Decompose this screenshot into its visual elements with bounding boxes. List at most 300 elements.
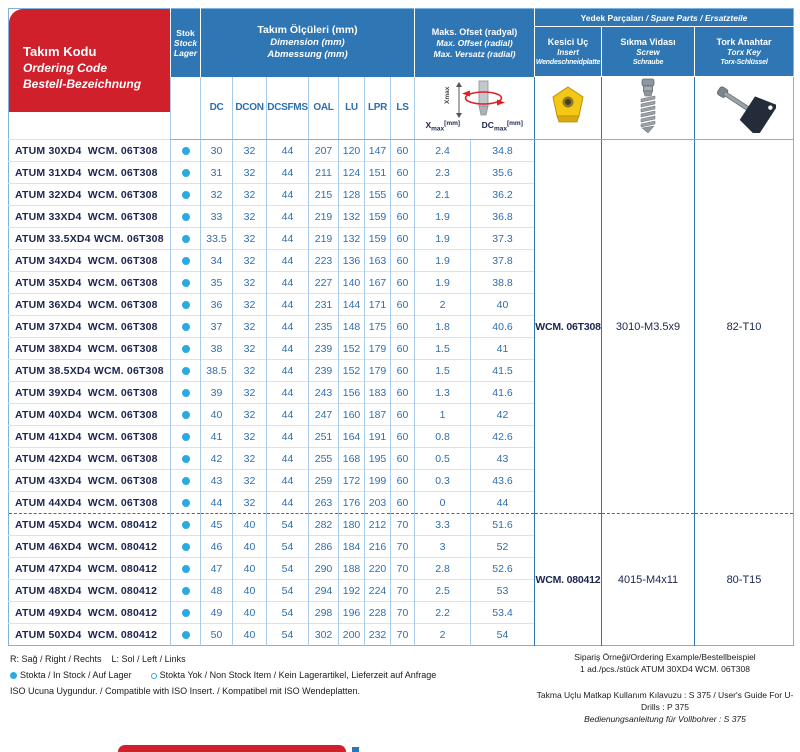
col-header-dc: DC — [201, 77, 233, 140]
cell-ls: 70 — [391, 558, 415, 580]
cell-lu: 132 — [339, 206, 365, 228]
drill-offset-diagram-icon — [423, 80, 527, 120]
offset-label-tr: Maks. Ofset (radyal) — [431, 26, 518, 37]
cell-oal: 243 — [309, 382, 339, 404]
stock-header — [171, 9, 201, 77]
in-stock-dot-icon — [10, 672, 17, 679]
legend-stock — [10, 667, 536, 683]
cell-lpr: 212 — [365, 514, 391, 536]
cell-xmax: 2.2 — [415, 602, 471, 624]
in-stock-dot-icon — [182, 257, 190, 265]
cell-oal: 255 — [309, 448, 339, 470]
cell-dcmax: 43.6 — [471, 470, 535, 492]
cell-dcsfms: 44 — [267, 382, 309, 404]
cell-dcon: 32 — [233, 184, 267, 206]
in-stock-dot-icon — [182, 169, 190, 177]
in-stock-dot-icon — [182, 631, 190, 639]
stock-indicator-cell — [171, 228, 201, 250]
cell-oal: 251 — [309, 426, 339, 448]
stock-indicator-cell — [171, 382, 201, 404]
col-header-dcon: DCON — [233, 77, 267, 140]
cell-oal: 207 — [309, 140, 339, 162]
cell-dcon: 32 — [233, 360, 267, 382]
footer-legend — [8, 651, 536, 725]
in-stock-dot-icon — [182, 389, 190, 397]
legend-direction: R: Sağ / Right / Rechts L: Sol / Left / Links — [10, 654, 186, 664]
cell-dcon: 40 — [233, 580, 267, 602]
cell-dc: 31 — [201, 162, 233, 184]
cell-xmax: 2.5 — [415, 580, 471, 602]
cell-ls: 70 — [391, 602, 415, 624]
ordering-code-cell: ATUM 47XD4 WCM. 080412 — [9, 558, 171, 580]
cell-dcon: 40 — [233, 514, 267, 536]
in-stock-dot-icon — [182, 235, 190, 243]
cell-dcmax: 37.3 — [471, 228, 535, 250]
cell-lu: 120 — [339, 140, 365, 162]
cell-ls: 60 — [391, 382, 415, 404]
spare-parts-title-en: / Spare Parts / — [643, 12, 705, 23]
cell-dc: 38 — [201, 338, 233, 360]
ordering-code-cell: ATUM 35XD4 WCM. 06T308 — [9, 272, 171, 294]
stock-indicator-cell — [171, 492, 201, 514]
cell-oal: 239 — [309, 360, 339, 382]
cell-dcmax: 44 — [471, 492, 535, 514]
torx-label-tr: Tork Anahtar — [716, 36, 772, 47]
cell-xmax: 2.4 — [415, 140, 471, 162]
ordering-code-cell: ATUM 38.5XD4 WCM. 06T308 — [9, 360, 171, 382]
max-offset-header — [415, 9, 535, 77]
ordering-code-header-cell — [9, 9, 171, 140]
tool-catalog-table — [8, 8, 794, 646]
cell-lu: 192 — [339, 580, 365, 602]
cell-dcsfms: 44 — [267, 470, 309, 492]
cell-dcsfms: 54 — [267, 580, 309, 602]
cell-dcsfms: 44 — [267, 492, 309, 514]
cell-lu: 196 — [339, 602, 365, 624]
cell-ls: 60 — [391, 162, 415, 184]
cell-dc: 38.5 — [201, 360, 233, 382]
col-header-lpr: LPR — [365, 77, 391, 140]
table-row — [9, 514, 794, 536]
cell-dc: 43 — [201, 470, 233, 492]
stock-indicator-cell — [171, 448, 201, 470]
cell-dcon: 32 — [233, 382, 267, 404]
cell-dcmax: 51.6 — [471, 514, 535, 536]
cell-dcon: 40 — [233, 558, 267, 580]
cell-lu: 184 — [339, 536, 365, 558]
cell-dc: 39 — [201, 382, 233, 404]
next-section-red-bar — [118, 745, 346, 752]
cell-oal: 294 — [309, 580, 339, 602]
cell-dc: 33.5 — [201, 228, 233, 250]
cell-lu: 152 — [339, 338, 365, 360]
cell-dcon: 32 — [233, 294, 267, 316]
cell-dcmax: 52.6 — [471, 558, 535, 580]
stock-indicator-cell — [171, 536, 201, 558]
cell-oal: 219 — [309, 228, 339, 250]
cell-dcmax: 41.6 — [471, 382, 535, 404]
cell-dc: 48 — [201, 580, 233, 602]
cell-dcon: 32 — [233, 470, 267, 492]
cell-lpr: 195 — [365, 448, 391, 470]
cell-dc: 37 — [201, 316, 233, 338]
ordering-code-cell: ATUM 46XD4 WCM. 080412 — [9, 536, 171, 558]
cell-ls: 70 — [391, 580, 415, 602]
cell-xmax: 1.3 — [415, 382, 471, 404]
in-stock-dot-icon — [182, 147, 190, 155]
cell-xmax: 2 — [415, 624, 471, 646]
stock-indicator-cell — [171, 360, 201, 382]
cell-dcon: 32 — [233, 162, 267, 184]
cell-oal: 286 — [309, 536, 339, 558]
stock-indicator-cell — [171, 514, 201, 536]
ordering-code-cell: ATUM 36XD4 WCM. 06T308 — [9, 294, 171, 316]
cell-dcon: 40 — [233, 536, 267, 558]
cell-xmax: 0.3 — [415, 470, 471, 492]
cell-oal: 290 — [309, 558, 339, 580]
cell-dcmax: 35.6 — [471, 162, 535, 184]
xmax-column-label: $X_{max}[mm]$ — [425, 120, 461, 134]
ordering-code-cell: ATUM 31XD4 WCM. 06T308 — [9, 162, 171, 184]
cell-dcsfms: 44 — [267, 426, 309, 448]
spare-parts-header — [535, 9, 794, 27]
cell-lpr: 179 — [365, 338, 391, 360]
svg-text:Xmax: Xmax — [443, 87, 451, 105]
cell-dcon: 32 — [233, 448, 267, 470]
cell-ls: 60 — [391, 140, 415, 162]
cell-dc: 50 — [201, 624, 233, 646]
cell-ls: 60 — [391, 426, 415, 448]
cell-lu: 148 — [339, 316, 365, 338]
ordering-code-cell: ATUM 45XD4 WCM. 080412 — [9, 514, 171, 536]
cell-lpr: 228 — [365, 602, 391, 624]
cell-lu: 168 — [339, 448, 365, 470]
stock-indicator-cell — [171, 250, 201, 272]
insert-code-cell: WCM. 06T308 — [535, 140, 602, 514]
cell-dcon: 40 — [233, 624, 267, 646]
cell-xmax: 1.9 — [415, 228, 471, 250]
cell-lpr: 159 — [365, 228, 391, 250]
cell-xmax: 1 — [415, 404, 471, 426]
cell-lu: 200 — [339, 624, 365, 646]
cell-lpr: 191 — [365, 426, 391, 448]
ordering-code-cell: ATUM 30XD4 WCM. 06T308 — [9, 140, 171, 162]
ordering-code-cell: ATUM 49XD4 WCM. 080412 — [9, 602, 171, 624]
legend-iso: ISO Ucuna Uygundur. / Compatible with ISO Insert. / Kompatibel mit ISO Wendeplatten. — [10, 686, 360, 696]
cell-dc: 42 — [201, 448, 233, 470]
cell-dcsfms: 44 — [267, 162, 309, 184]
stock-indicator-cell — [171, 184, 201, 206]
cell-dc: 47 — [201, 558, 233, 580]
in-stock-dot-icon — [182, 521, 190, 529]
cell-dc: 32 — [201, 184, 233, 206]
cell-oal: 211 — [309, 162, 339, 184]
ordering-code-cell: ATUM 40XD4 WCM. 06T308 — [9, 404, 171, 426]
in-stock-dot-icon — [182, 279, 190, 287]
screw-photo-icon — [637, 78, 659, 134]
ordering-code-label-tr: Takım Kodu — [23, 44, 97, 59]
ordering-code-cell: ATUM 48XD4 WCM. 080412 — [9, 580, 171, 602]
cell-oal: 247 — [309, 404, 339, 426]
cell-dcmax: 37.8 — [471, 250, 535, 272]
stock-indicator-cell — [171, 470, 201, 492]
cell-xmax: 1.5 — [415, 360, 471, 382]
stock-label-tr: Stok — [176, 27, 195, 38]
cell-lpr: 183 — [365, 382, 391, 404]
in-stock-dot-icon — [182, 455, 190, 463]
cell-dc: 49 — [201, 602, 233, 624]
cell-dc: 46 — [201, 536, 233, 558]
cell-lpr: 151 — [365, 162, 391, 184]
ordering-code-cell: ATUM 42XD4 WCM. 06T308 — [9, 448, 171, 470]
cell-oal: 282 — [309, 514, 339, 536]
ordering-code-label-de: Bestell-Bezeichnung — [23, 77, 142, 91]
cell-ls: 60 — [391, 404, 415, 426]
cell-dcsfms: 54 — [267, 514, 309, 536]
cell-xmax: 1.9 — [415, 206, 471, 228]
ordering-code-cell: ATUM 33.5XD4 WCM. 06T308 — [9, 228, 171, 250]
insert-label-en: Insert — [557, 47, 579, 57]
cell-dcmax: 53.4 — [471, 602, 535, 624]
in-stock-dot-icon — [182, 477, 190, 485]
cell-lu: 156 — [339, 382, 365, 404]
cell-dcsfms: 54 — [267, 558, 309, 580]
legend-in-stock-text: Stokta / In Stock / Auf Lager — [20, 670, 132, 680]
in-stock-dot-icon — [182, 345, 190, 353]
cell-xmax: 0.8 — [415, 426, 471, 448]
cell-ls: 60 — [391, 338, 415, 360]
cell-dcsfms: 44 — [267, 184, 309, 206]
legend-non-stock-text: Stokta Yok / Non Stock Item / Kein Lagerartikel, Lieferzeit auf Anfrage — [159, 670, 437, 680]
header-row-top — [9, 9, 794, 27]
table-row — [9, 140, 794, 162]
ordering-code-cell: ATUM 38XD4 WCM. 06T308 — [9, 338, 171, 360]
stock-indicator-cell — [171, 580, 201, 602]
cell-lpr: 167 — [365, 272, 391, 294]
ordering-code-cell: ATUM 39XD4 WCM. 06T308 — [9, 382, 171, 404]
torx-code-cell: 82-T10 — [695, 140, 794, 514]
insert-label-tr: Kesici Uç — [547, 36, 589, 47]
cell-dcsfms: 54 — [267, 536, 309, 558]
cell-oal: 227 — [309, 272, 339, 294]
cell-dc: 30 — [201, 140, 233, 162]
cell-xmax: 3 — [415, 536, 471, 558]
cell-dcmax: 52 — [471, 536, 535, 558]
cell-xmax: 1.5 — [415, 338, 471, 360]
cell-dcsfms: 44 — [267, 316, 309, 338]
cell-dcsfms: 44 — [267, 404, 309, 426]
cell-ls: 60 — [391, 448, 415, 470]
cell-lu: 136 — [339, 250, 365, 272]
cell-lpr: 175 — [365, 316, 391, 338]
cell-dcsfms: 44 — [267, 250, 309, 272]
cell-dcmax: 40 — [471, 294, 535, 316]
cell-dcsfms: 44 — [267, 294, 309, 316]
cell-dcon: 32 — [233, 426, 267, 448]
cell-lpr: 147 — [365, 140, 391, 162]
stock-indicator-cell — [171, 140, 201, 162]
torx-label-de: Torx-Schlüssel — [720, 58, 768, 66]
dimensions-label-tr: Takım Ölçüleri (mm) — [257, 24, 358, 37]
cell-dcsfms: 44 — [267, 338, 309, 360]
cell-dcmax: 34.8 — [471, 140, 535, 162]
cell-ls: 70 — [391, 624, 415, 646]
cell-dcon: 32 — [233, 206, 267, 228]
table-body — [9, 140, 794, 646]
stock-indicator-cell — [171, 338, 201, 360]
screw-image-cell — [602, 77, 695, 140]
col-header-oal: OAL — [309, 77, 339, 140]
ordering-code-cell: ATUM 34XD4 WCM. 06T308 — [9, 250, 171, 272]
cell-dc: 45 — [201, 514, 233, 536]
cell-dcmax: 40.6 — [471, 316, 535, 338]
cell-lu: 124 — [339, 162, 365, 184]
cell-dc: 40 — [201, 404, 233, 426]
cell-ls: 60 — [391, 294, 415, 316]
cell-xmax: 0 — [415, 492, 471, 514]
cell-ls: 60 — [391, 184, 415, 206]
offset-diagram-cell — [415, 77, 535, 140]
ordering-code-cell: ATUM 41XD4 WCM. 06T308 — [9, 426, 171, 448]
cell-ls: 70 — [391, 536, 415, 558]
cell-dcmax: 42 — [471, 404, 535, 426]
cell-lpr: 171 — [365, 294, 391, 316]
in-stock-dot-icon — [182, 587, 190, 595]
cell-lu: 180 — [339, 514, 365, 536]
in-stock-dot-icon — [182, 411, 190, 419]
torx-label-en: Torx Key — [727, 47, 761, 57]
cell-xmax: 3.3 — [415, 514, 471, 536]
stock-indicator-cell — [171, 602, 201, 624]
cell-lpr: 163 — [365, 250, 391, 272]
cell-lu: 176 — [339, 492, 365, 514]
cell-dcsfms: 54 — [267, 624, 309, 646]
in-stock-dot-icon — [182, 565, 190, 573]
ordering-code-cell: ATUM 43XD4 WCM. 06T308 — [9, 470, 171, 492]
cell-dcmax: 41.5 — [471, 360, 535, 382]
cell-lu: 140 — [339, 272, 365, 294]
dimensions-label-en: Dimension (mm) — [270, 37, 345, 49]
in-stock-dot-icon — [182, 433, 190, 441]
cell-dcon: 32 — [233, 228, 267, 250]
cell-xmax: 0.5 — [415, 448, 471, 470]
ordering-code-cell: ATUM 50XD4 WCM. 080412 — [9, 624, 171, 646]
cell-dcsfms: 44 — [267, 228, 309, 250]
insert-column-header — [535, 27, 602, 77]
cell-dcon: 32 — [233, 316, 267, 338]
insert-photo-icon — [550, 85, 586, 127]
cell-lpr: 220 — [365, 558, 391, 580]
cell-oal: 219 — [309, 206, 339, 228]
next-section-blue-mark — [352, 747, 359, 752]
stock-indicator-cell — [171, 162, 201, 184]
ordering-code-cell: ATUM 44XD4 WCM. 06T308 — [9, 492, 171, 514]
cell-dcon: 32 — [233, 338, 267, 360]
screw-label-de: Schraube — [632, 58, 664, 66]
stock-indicator-cell — [171, 624, 201, 646]
torx-key-photo-icon — [712, 79, 776, 133]
cell-dcsfms: 44 — [267, 448, 309, 470]
torx-image-cell — [695, 77, 794, 140]
cell-dcsfms: 44 — [267, 206, 309, 228]
ordering-code-header — [9, 9, 170, 112]
cell-dc: 33 — [201, 206, 233, 228]
in-stock-dot-icon — [182, 213, 190, 221]
spare-parts-title-tr: Yedek Parçaları — [580, 12, 644, 23]
cell-dcsfms: 44 — [267, 360, 309, 382]
cell-lu: 152 — [339, 360, 365, 382]
stock-label-en: Stock — [173, 37, 198, 48]
offset-label-de: Max. Versatz (radial) — [433, 48, 516, 59]
cell-lpr: 155 — [365, 184, 391, 206]
cell-lu: 188 — [339, 558, 365, 580]
in-stock-dot-icon — [182, 191, 190, 199]
ordering-code-cell: ATUM 32XD4 WCM. 06T308 — [9, 184, 171, 206]
cell-oal: 235 — [309, 316, 339, 338]
stock-indicator-cell — [171, 294, 201, 316]
users-guide-note-de: Bedienungsanleitung für Vollbohrer : S 375 — [584, 714, 746, 724]
cell-lpr: 216 — [365, 536, 391, 558]
stock-indicator-cell — [171, 426, 201, 448]
in-stock-dot-icon — [182, 301, 190, 309]
cell-xmax: 2.3 — [415, 162, 471, 184]
cell-oal: 259 — [309, 470, 339, 492]
in-stock-dot-icon — [182, 499, 190, 507]
in-stock-dot-icon — [182, 367, 190, 375]
screw-label-tr: Sıkma Vidası — [620, 36, 676, 47]
stock-indicator-cell — [171, 316, 201, 338]
cell-oal: 223 — [309, 250, 339, 272]
in-stock-dot-icon — [182, 609, 190, 617]
cell-xmax: 2.1 — [415, 184, 471, 206]
cell-dcsfms: 54 — [267, 602, 309, 624]
cell-xmax: 2.8 — [415, 558, 471, 580]
cell-oal: 239 — [309, 338, 339, 360]
in-stock-dot-icon — [182, 323, 190, 331]
ordering-code-label-en: Ordering Code — [23, 61, 108, 75]
cell-lu: 160 — [339, 404, 365, 426]
cell-ls: 60 — [391, 360, 415, 382]
cell-ls: 60 — [391, 250, 415, 272]
cell-lu: 128 — [339, 184, 365, 206]
dcmax-column-label: $DC_{max}[mm]$ — [481, 120, 523, 134]
torx-column-header — [695, 27, 794, 77]
cell-xmax: 2 — [415, 294, 471, 316]
cell-oal: 231 — [309, 294, 339, 316]
screw-column-header — [602, 27, 695, 77]
ordering-example-title: Sipariş Örneği/Ordering Example/Bestellbeispiel — [574, 652, 756, 662]
cell-lpr: 224 — [365, 580, 391, 602]
cell-lpr: 187 — [365, 404, 391, 426]
cell-dcmax: 36.2 — [471, 184, 535, 206]
cell-dcsfms: 44 — [267, 140, 309, 162]
cell-dc: 34 — [201, 250, 233, 272]
insert-code-cell: WCM. 080412 — [535, 514, 602, 646]
cell-lpr: 199 — [365, 470, 391, 492]
cell-dcsfms: 44 — [267, 272, 309, 294]
cell-dcon: 32 — [233, 404, 267, 426]
cell-dcon: 32 — [233, 140, 267, 162]
stock-indicator-cell — [171, 272, 201, 294]
cell-dcmax: 53 — [471, 580, 535, 602]
cell-lpr: 232 — [365, 624, 391, 646]
cell-oal: 302 — [309, 624, 339, 646]
cell-lpr: 203 — [365, 492, 391, 514]
cell-lu: 172 — [339, 470, 365, 492]
cell-xmax: 1.9 — [415, 272, 471, 294]
insert-image-cell — [535, 77, 602, 140]
col-header-ls: LS — [391, 77, 415, 140]
